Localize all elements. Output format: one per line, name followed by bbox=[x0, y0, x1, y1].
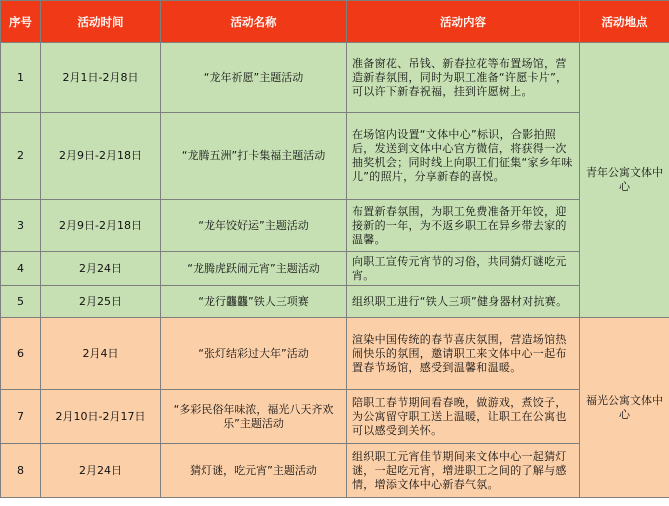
content-cell: 陪职工春节期间看春晚，做游戏，煮饺子，为公寓留守职工送上温暖，让职工在公寓也可以感受到关怀。 bbox=[347, 390, 580, 444]
name-cell: “多彩民俗年味浓，福光八天齐欢乐”主题活动 bbox=[161, 390, 347, 444]
time-cell: 2月10日-2月17日 bbox=[41, 390, 161, 444]
name-cell: “张灯结彩过大年”活动 bbox=[161, 318, 347, 390]
header-row bbox=[1, 1, 669, 43]
content-cell: 渲染中国传统的春节喜庆氛围，营造场馆热闹快乐的氛围，邀请职工来文体中心一起布置春节场馆，感受到温馨和温暖。 bbox=[347, 318, 580, 390]
time-cell: 2月24日 bbox=[41, 444, 161, 498]
time-cell: 2月1日-2月8日 bbox=[41, 43, 161, 113]
time-cell: 2月25日 bbox=[41, 286, 161, 318]
table-row bbox=[1, 390, 669, 444]
content-cell: 组织职工进行“铁人三项”健身器材对抗赛。 bbox=[347, 286, 580, 318]
header-activity-time: 活动时间 bbox=[41, 1, 161, 43]
content-cell: 在场馆内设置“文体中心”标识，合影拍照后，发送到文体中心官方微信，将获得一次抽奖机会；同时线上向职工们征集“家乡年味儿”的照片，分享新春的喜悦。 bbox=[347, 113, 580, 200]
time-cell: 2月9日-2月18日 bbox=[41, 200, 161, 252]
table-row bbox=[1, 200, 669, 252]
header-activity-content: 活动内容 bbox=[347, 1, 580, 43]
table-row bbox=[1, 444, 669, 498]
name-cell: “龙年饺好运”主题活动 bbox=[161, 200, 347, 252]
serial-no-cell: 4 bbox=[1, 252, 41, 286]
serial-no-cell: 3 bbox=[1, 200, 41, 252]
name-cell: “龙腾虎跃闹元宵”主题活动 bbox=[161, 252, 347, 286]
time-cell: 2月4日 bbox=[41, 318, 161, 390]
table-row bbox=[1, 252, 669, 286]
name-cell: “龙腾五洲”打卡集福主题活动 bbox=[161, 113, 347, 200]
header-activity-name: 活动名称 bbox=[161, 1, 347, 43]
table-row bbox=[1, 318, 669, 390]
serial-no-cell: 6 bbox=[1, 318, 41, 390]
content-cell: 布置新春氛围，为职工免费准备开年饺，迎接新的一年，为不返乡职工在异乡带去家的温馨。 bbox=[347, 200, 580, 252]
serial-no-cell: 8 bbox=[1, 444, 41, 498]
serial-no-cell: 7 bbox=[1, 390, 41, 444]
header-serial-no: 序号 bbox=[1, 1, 41, 43]
content-cell: 向职工宣传元宵节的习俗，共同猜灯谜吃元宵。 bbox=[347, 252, 580, 286]
time-cell: 2月24日 bbox=[41, 252, 161, 286]
serial-no-cell: 2 bbox=[1, 113, 41, 200]
serial-no-cell: 1 bbox=[1, 43, 41, 113]
time-cell: 2月9日-2月18日 bbox=[41, 113, 161, 200]
name-cell: “龙年祈愿”主题活动 bbox=[161, 43, 347, 113]
name-cell: 猜灯谜，吃元宵”主题活动 bbox=[161, 444, 347, 498]
table-row bbox=[1, 43, 669, 113]
table-row bbox=[1, 113, 669, 200]
content-cell: 准备窗花、吊钱、新春拉花等布置场馆，营造新春氛围，同时为职工准备“许愿卡片”，可以许下新春祝福，挂到许愿树上。 bbox=[347, 43, 580, 113]
serial-no-cell: 5 bbox=[1, 286, 41, 318]
content-cell: 组织职工元宵佳节期间来文体中心一起猜灯谜，一起吃元宵，增进职工之间的了解与感情，增添文体中心新春气氛。 bbox=[347, 444, 580, 498]
header-activity-location: 活动地点 bbox=[580, 1, 669, 43]
table-row bbox=[1, 286, 669, 318]
location-cell: 青年公寓文体中心 bbox=[580, 43, 669, 318]
name-cell: “龙行龘龘”铁人三项赛 bbox=[161, 286, 347, 318]
location-cell: 福光公寓文体中心 bbox=[580, 318, 669, 498]
